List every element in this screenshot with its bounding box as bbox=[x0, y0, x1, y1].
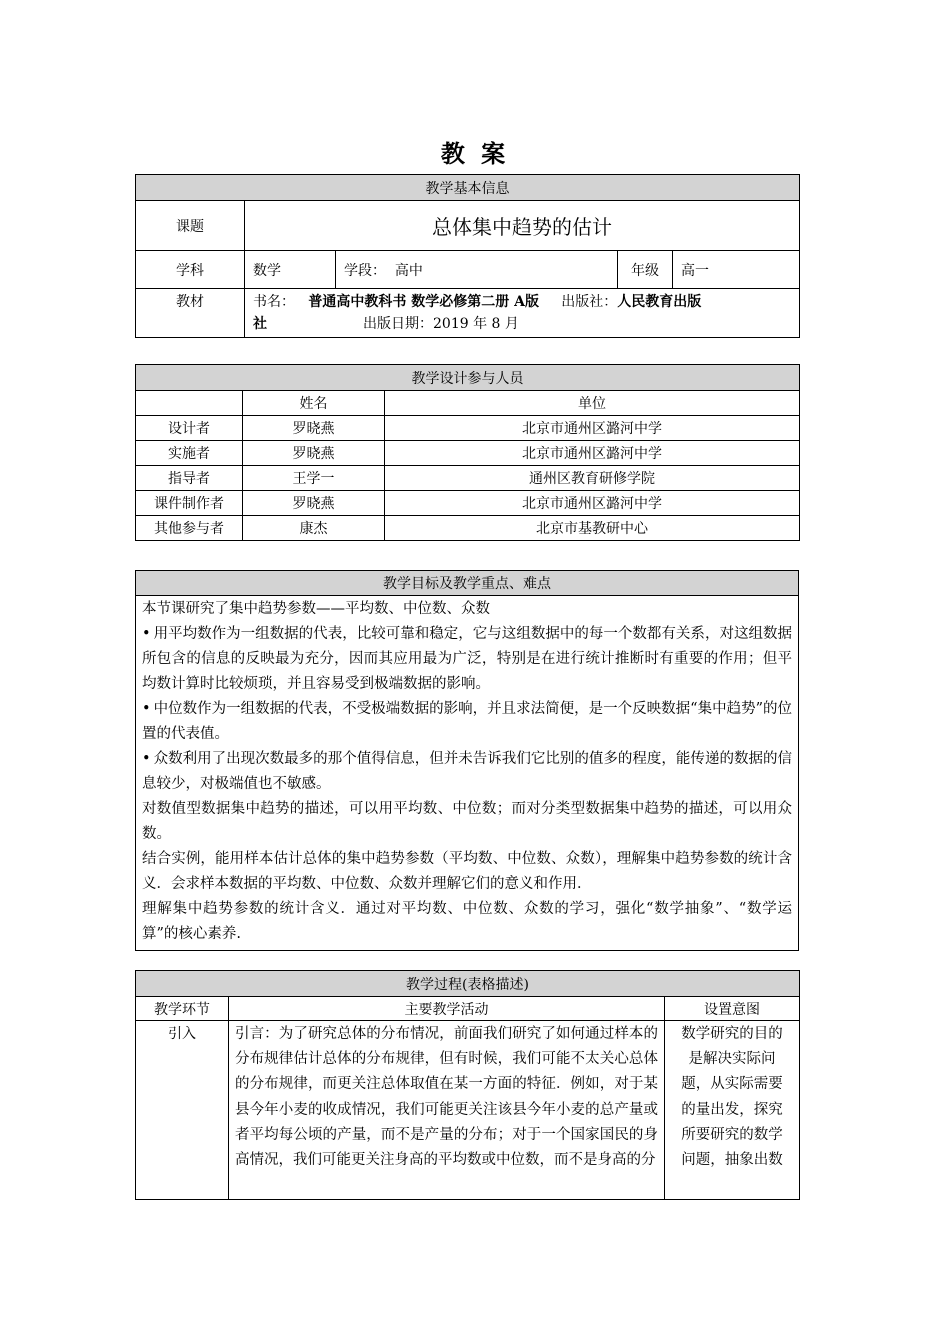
grade-label: 年级 bbox=[618, 251, 673, 289]
participant-name: 王学一 bbox=[243, 466, 385, 491]
textbook-line-1 bbox=[253, 291, 791, 313]
basic-info-header: 教学基本信息 bbox=[136, 175, 800, 201]
process-step: 引入 bbox=[136, 1021, 229, 1200]
subject-label: 学科 bbox=[136, 251, 245, 289]
bullet-text: 众数利用了出现次数最多的那个值得信息，但并未告诉我们它比别的值多的程度，能传递的数据的信息较少，对极端值也不敏感。 bbox=[142, 751, 792, 792]
process-activity bbox=[229, 1021, 665, 1200]
bullet-icon: • bbox=[142, 751, 151, 767]
table-row bbox=[136, 466, 800, 491]
topic-label: 课题 bbox=[136, 201, 245, 251]
participant-role: 课件制作者 bbox=[136, 491, 243, 516]
publisher-name-a: 人民教育出版 bbox=[617, 294, 702, 310]
participant-name: 罗晓燕 bbox=[243, 441, 385, 466]
table-row bbox=[136, 516, 800, 541]
table-row bbox=[136, 441, 800, 466]
book-name: 普通高中教科书 数学必修第二册 A版 bbox=[308, 294, 539, 310]
process-table bbox=[135, 970, 800, 1200]
stage-value: 高中 bbox=[394, 262, 423, 279]
objectives-para: 本节课研究了集中趋势参数——平均数、中位数、众数 bbox=[142, 601, 490, 617]
bullet-text: 用平均数作为一组数据的代表，比较可靠和稳定，它与这组数据中的每一个数都有关系，对这组数据所包含的信息的反映最为充分，因而其应用最为广泛，特别是在进行统计推断时有重要的作用；但平均数计算时比较烦琐，并且容易受到极端数据的影响。 bbox=[142, 626, 792, 692]
process-header: 教学过程(表格描述) bbox=[136, 971, 800, 997]
publisher-name-b: 社 bbox=[253, 316, 267, 332]
textbook-label: 教材 bbox=[136, 289, 245, 338]
process-intent-text: 数学研究的目的是解决实际问题，从实际需要的量出发，探究所要研究的数学问题，抽象出数 bbox=[681, 1026, 783, 1169]
objectives-bullet bbox=[142, 622, 792, 697]
page-title: 教 案 bbox=[440, 140, 510, 168]
participant-unit: 北京市通州区潞河中学 bbox=[385, 416, 800, 441]
objectives-table bbox=[135, 570, 799, 951]
participant-name: 罗晓燕 bbox=[243, 416, 385, 441]
book-name-label: 书名： bbox=[253, 294, 295, 310]
stage-cell bbox=[336, 251, 618, 289]
participant-unit: 北京市基教研中心 bbox=[385, 516, 800, 541]
textbook-line-2 bbox=[253, 313, 791, 335]
topic-value: 总体集中趋势的估计 bbox=[245, 201, 800, 251]
participants-table bbox=[135, 364, 800, 541]
bullet-icon: • bbox=[142, 626, 151, 642]
participant-unit: 通州区教育研修学院 bbox=[385, 466, 800, 491]
bullet-icon: • bbox=[142, 701, 151, 717]
objectives-para: 结合实例，能用样本估计总体的集中趋势参数（平均数、中位数、众数），理解集中趋势参数的统计含义．会求样本数据的平均数、中位数、众数并理解它们的意义和作用． bbox=[142, 851, 792, 892]
subject-value: 数学 bbox=[245, 251, 336, 289]
process-intent bbox=[665, 1021, 800, 1200]
participants-col-role bbox=[136, 391, 243, 416]
stage-label: 学段： bbox=[344, 262, 386, 279]
participant-name: 罗晓燕 bbox=[243, 491, 385, 516]
objectives-bullet bbox=[142, 697, 792, 747]
participants-header: 教学设计参与人员 bbox=[136, 365, 800, 391]
pub-date: 2019 年 8 月 bbox=[433, 316, 519, 332]
participant-role: 其他参与者 bbox=[136, 516, 243, 541]
participants-col-name: 姓名 bbox=[243, 391, 385, 416]
objectives-header: 教学目标及教学重点、难点 bbox=[136, 571, 799, 596]
table-row bbox=[136, 1021, 800, 1200]
objectives-bullet bbox=[142, 747, 792, 797]
bullet-text: 中位数作为一组数据的代表，不受极端数据的影响，并且求法简便，是一个反映数据“集中趋势”的位置的代表值。 bbox=[142, 701, 792, 742]
textbook-info bbox=[245, 289, 800, 338]
participant-unit: 北京市通州区潞河中学 bbox=[385, 491, 800, 516]
process-col-step: 教学环节 bbox=[136, 997, 229, 1021]
participant-unit: 北京市通州区潞河中学 bbox=[385, 441, 800, 466]
participant-role: 指导者 bbox=[136, 466, 243, 491]
process-col-intent: 设置意图 bbox=[665, 997, 800, 1021]
grade-value: 高一 bbox=[673, 251, 800, 289]
pub-date-label: 出版日期： bbox=[363, 316, 433, 332]
participant-role: 设计者 bbox=[136, 416, 243, 441]
participants-col-unit: 单位 bbox=[385, 391, 800, 416]
process-activity-text: 引言：为了研究总体的分布情况，前面我们研究了如何通过样本的分布规律估计总体的分布规律，但有时候，我们可能不太关心总体的分布规律，而更关注总体取值在某一方面的特征．例如，对于某县今年小麦的收成情况，我们可能更关注该县今年小麦的总产量或者平均每公顷的产量，而不是产量的分布；对于一个国家国民的身高情况，我们可能更关注身高的平均数或中位数，而不是身高的分 bbox=[235, 1026, 658, 1169]
participant-name: 康杰 bbox=[243, 516, 385, 541]
table-row bbox=[136, 491, 800, 516]
process-col-activity: 主要教学活动 bbox=[229, 997, 665, 1021]
participant-role: 实施者 bbox=[136, 441, 243, 466]
objectives-para: 对数值型数据集中趋势的描述，可以用平均数、中位数；而对分类型数据集中趋势的描述，可以用众数。 bbox=[142, 801, 792, 842]
basic-info-table bbox=[135, 174, 800, 338]
table-row bbox=[136, 416, 800, 441]
objectives-body bbox=[136, 596, 799, 951]
objectives-para: 理解集中趋势参数的统计含义．通过对平均数、中位数、众数的学习，强化“数学抽象”、“数学运算”的核心素养. bbox=[142, 901, 792, 942]
publisher-label: 出版社： bbox=[561, 294, 618, 310]
